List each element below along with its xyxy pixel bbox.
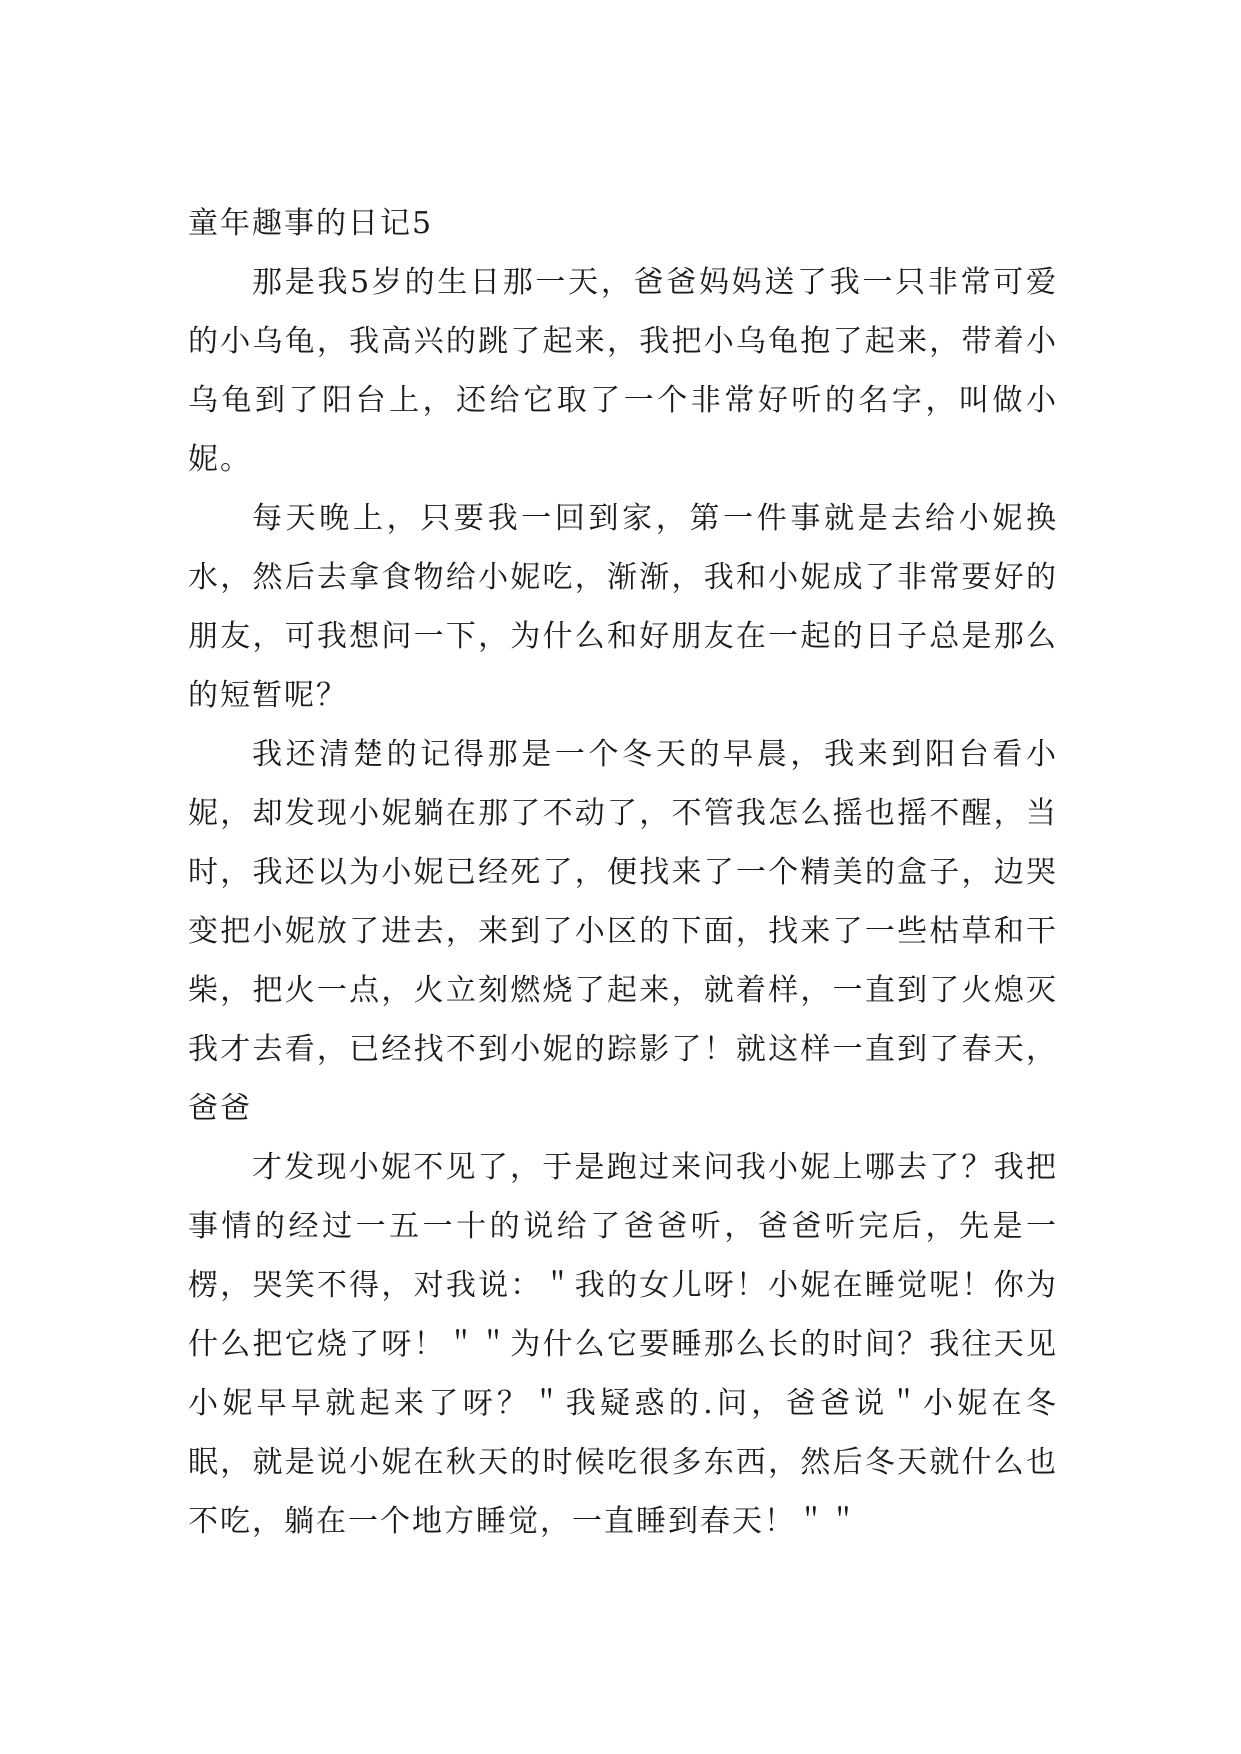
paragraph: 才发现小妮不见了，于是跑过来问我小妮上哪去了？我把事情的经过一五一十的说给了爸爸听，爸爸听完后，先是一楞，哭笑不得，对我说：＂我的女儿呀！小妮在睡觉呢！你为什么把它烧了呀！＂＂为什么它要睡那么长的时间？我往天见小妮早早就起来了呀？＂我疑惑的.问，爸爸说＂小妮在冬眠，就是说小妮在秋天的时候吃很多东西，然后冬天就什么也不吃，躺在一个地方睡觉，一直睡到春天！＂＂ xyxy=(188,1150,1058,1539)
paragraph: 每天晚上，只要我一回到家，第一件事就是去给小妮换水，然后去拿食物给小妮吃，渐渐，我和小妮成了非常要好的朋友，可我想问一下，为什么和好朋友在一起的日子总是那么的短暂呢？ xyxy=(188,501,1058,713)
paragraph: 那是我5岁的生日那一天，爸爸妈妈送了我一只非常可爱的小乌龟，我高兴的跳了起来，我把小乌龟抱了起来，带着小乌龟到了阳台上，还给它取了一个非常好听的名字，叫做小妮。 xyxy=(188,265,1058,477)
document-title: 童年趣事的日记5 xyxy=(188,206,434,241)
paragraph: 我还清楚的记得那是一个冬天的早晨，我来到阳台看小妮，却发现小妮躺在那了不动了，不管我怎么摇也摇不醒，当时，我还以为小妮已经死了，便找来了一个精美的盒子，边哭变把小妮放了进去，来到了小区的下面，找来了一些枯草和干柴，把火一点，火立刻燃烧了起来，就着样，一直到了火熄灭我才去看，已经找不到小妮的踪影了！就这样一直到了春天，爸爸 xyxy=(188,737,1058,1126)
document-body xyxy=(188,194,1058,1551)
